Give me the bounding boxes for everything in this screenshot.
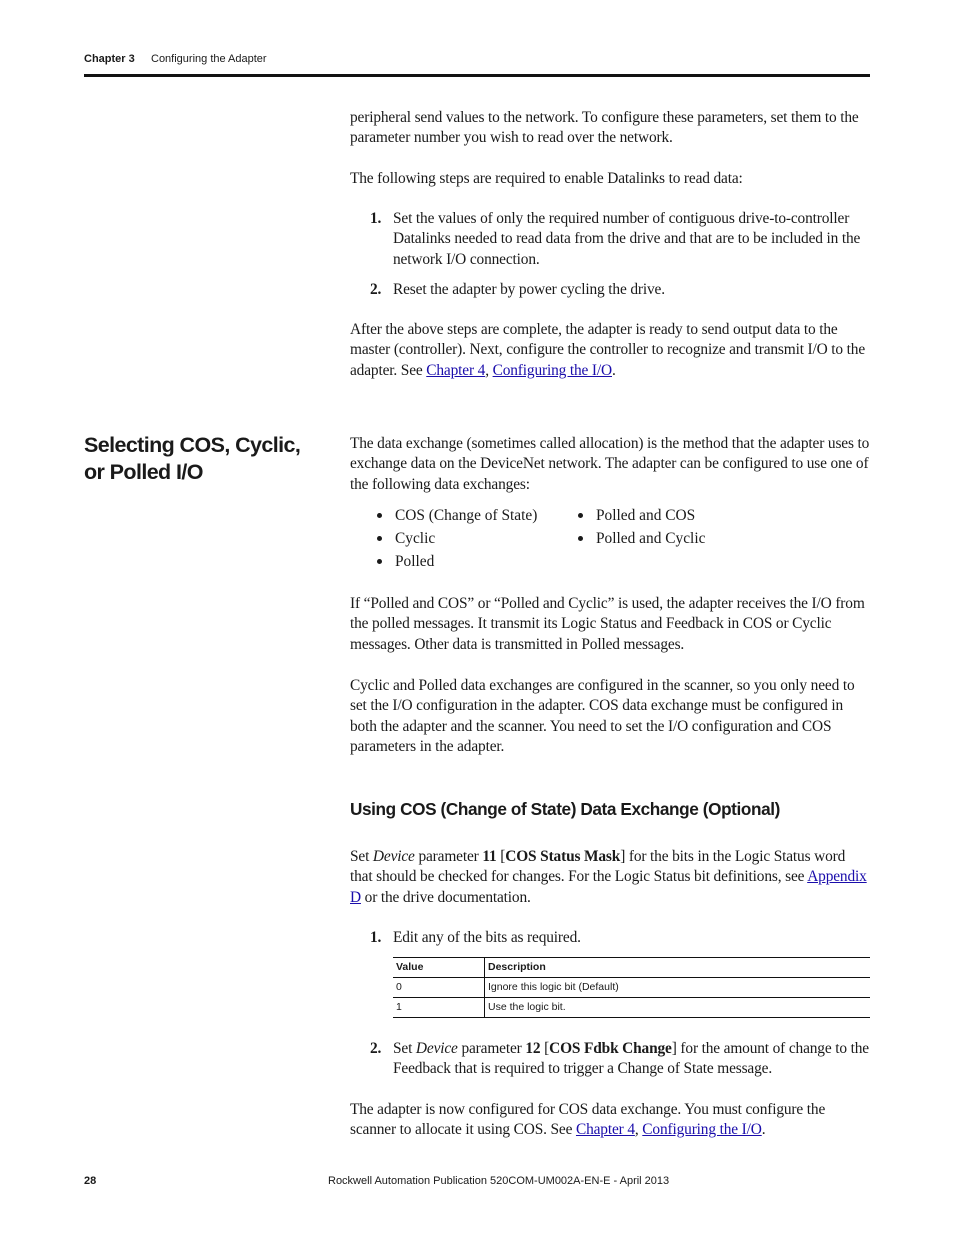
- bullet-icon: [377, 536, 382, 541]
- intro-paragraph-1: peripheral send values to the network. To configure these parameters, set them to the parameter number you wish to read over the network.: [350, 109, 859, 147]
- publication-info: Rockwell Automation Publication 520COM-UM002A-EN-E - April 2013: [328, 1175, 670, 1187]
- subsection-step-1: [370, 928, 870, 948]
- configuring-io-link[interactable]: Configuring the I/O: [642, 1121, 762, 1139]
- table-cell: Ignore this logic bit (Default): [485, 978, 871, 998]
- chapter-4-link[interactable]: Chapter 4: [426, 361, 486, 379]
- step-text: Edit any of the bits as required.: [393, 929, 581, 946]
- section-paragraph-3: Cyclic and Polled data exchanges are configured in the scanner, so you only need to set the I/O configuration in the adapter. COS data exchange must be configured in both the adapter and the scanner. You need to set the I/O configuration and COS parameters in the adapter.: [350, 677, 855, 755]
- appendix-d-link[interactable]: Appendix D: [350, 868, 867, 906]
- subsection-paragraph-2: The adapter is now configured for COS data exchange. You must configure the scanner to allocate it using COS. See Chapter 4, Configuring the I/O.: [350, 1101, 826, 1139]
- bullet-icon: [377, 559, 382, 564]
- bullet-item: Polled and Cyclic: [578, 529, 705, 549]
- value-table: [393, 957, 870, 1018]
- subsection-step-2: [370, 1039, 870, 1080]
- step-text: Reset the adapter by power cycling the drive.: [393, 281, 665, 298]
- column-header-description: Description: [485, 958, 871, 978]
- bullet-item: Polled and COS: [578, 506, 695, 526]
- column-header-value: Value: [393, 958, 485, 978]
- intro-paragraph-2: The following steps are required to enable Datalinks to read data:: [350, 170, 743, 187]
- configuring-io-link[interactable]: Configuring the I/O: [492, 361, 612, 379]
- section-paragraph-1: The data exchange (sometimes called allocation) is the method that the adapter uses to exchange data on the DeviceNet network. The adapter can be configured to use one of the following data exchanges:: [350, 435, 870, 493]
- table-cell: 1: [393, 998, 485, 1018]
- bullet-icon: [578, 536, 583, 541]
- table-row: [393, 978, 870, 998]
- bullet-icon: [377, 513, 382, 518]
- section-paragraph-2: If “Polled and COS” or “Polled and Cyclic” is used, the adapter receives the I/O from the polled messages. It transmit its Logic Status and Feedback in COS or Cyclic messages. Other data is transmitted in Polled messages.: [350, 595, 865, 653]
- chapter-title: Configuring the Adapter: [151, 53, 267, 65]
- subsection-paragraph-1: Set Device parameter 11 [COS Status Mask] for the bits in the Logic Status word that should be checked for changes. For the Logic Status bit definitions, see Appendix D or the drive documentation.: [350, 848, 867, 906]
- chapter-4-link[interactable]: Chapter 4: [575, 1121, 635, 1139]
- step-number: 2.: [370, 281, 382, 298]
- intro-paragraph-3: After the above steps are complete, the adapter is ready to send output data to the master (controller). Next, configure the controller to recognize and transmit I/O to the adapter. See Chapter 4, Configuring the I/O.: [350, 321, 866, 379]
- section-heading: Selecting COS, Cyclic, or Polled I/O: [84, 433, 301, 484]
- bullet-item: COS (Change of State): [377, 506, 537, 526]
- intro-step-2: [370, 280, 870, 300]
- table-header-row: [393, 958, 870, 978]
- header-rule: [84, 74, 870, 77]
- intro-step-1: [370, 209, 870, 270]
- step-number: 1.: [370, 210, 382, 227]
- bullet-icon: [578, 513, 583, 518]
- step-number: 2.: [370, 1040, 382, 1057]
- step-text: Set Device parameter 12 [COS Fdbk Change] for the amount of change to the Feedback that is required to trigger a Change of State message.: [393, 1040, 869, 1078]
- subsection-heading: Using COS (Change of State) Data Exchange (Optional): [350, 799, 780, 819]
- page-number: 28: [84, 1175, 97, 1187]
- table-cell: 0: [393, 978, 485, 998]
- table-row: [393, 998, 870, 1018]
- step-text: Set the values of only the required number of contiguous drive-to-controller Datalinks needed to read data from the drive and that are to be included in the network I/O connection.: [393, 210, 861, 268]
- bullet-item: Cyclic: [377, 529, 435, 549]
- step-number: 1.: [370, 929, 382, 946]
- table-cell: Use the logic bit.: [485, 998, 871, 1018]
- running-header: [84, 53, 267, 65]
- bullet-item: Polled: [377, 552, 434, 572]
- chapter-label: Chapter 3: [84, 53, 135, 65]
